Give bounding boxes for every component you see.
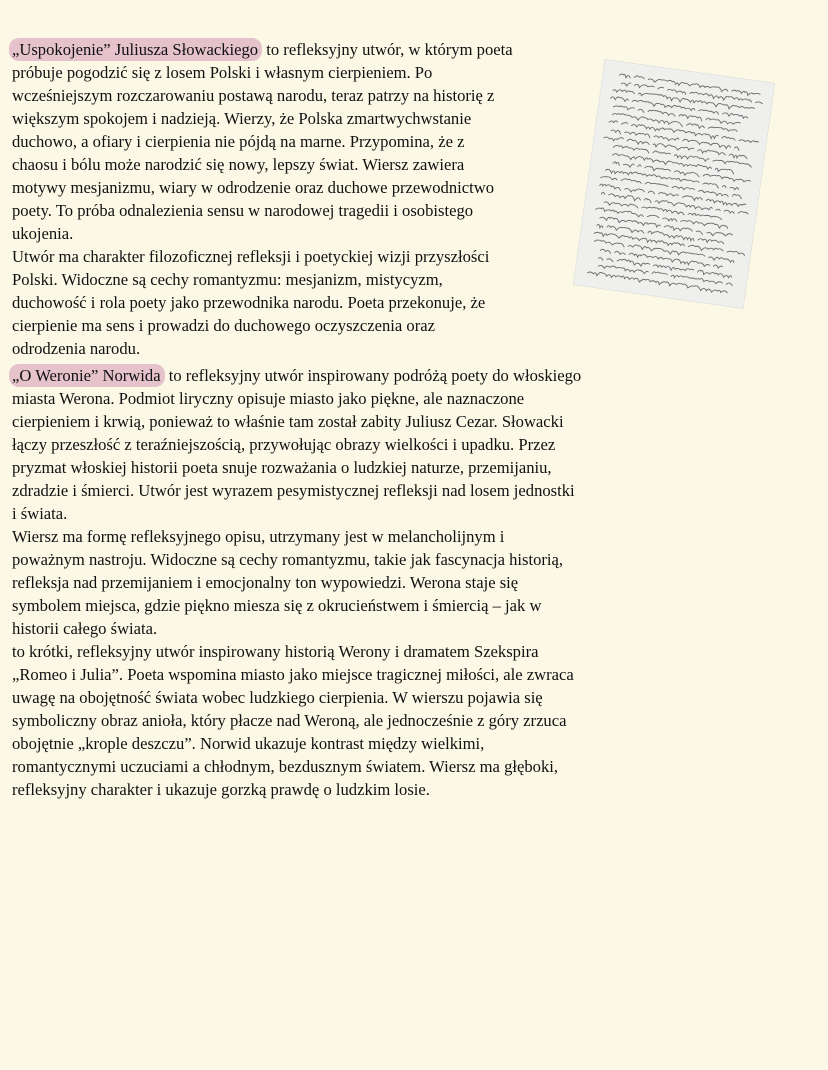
text-line: romantycznymi uczuciami a chłodnym, bezdusznym światem. Wiersz ma głęboki, — [12, 757, 558, 776]
text-line: „Romeo i Julia”. Poeta wspomina miasto jako miejsce tragicznej miłości, ale zwraca — [12, 665, 574, 684]
manuscript-image — [573, 59, 775, 309]
text-line: wcześniejszym rozczarowaniu postawą narodu, teraz patrzy na historię z — [12, 86, 495, 105]
text-line: chaosu i bólu może narodzić się nowy, lepszy świat. Wiersz zawiera — [12, 155, 465, 174]
text-line: Polski. Widoczne są cechy romantyzmu: mesjanizm, mistycyzm, — [12, 270, 443, 289]
text-line: odrodzenia narodu. — [12, 339, 141, 358]
text-line: zdradzie i śmierci. Utwór jest wyrazem pesymistycznej refleksji nad losem jednostki — [12, 481, 575, 500]
text-line: próbuje pogodzić się z losem Polski i własnym cierpieniem. Po — [12, 63, 433, 82]
text-line: cierpienie ma sens i prowadzi do duchowego oczyszczenia oraz — [12, 316, 435, 335]
section1-title-highlight: „Uspokojenie” Juliusza Słowackiego — [9, 38, 262, 61]
text-line: uwagę na obojętność świata wobec ludzkiego cierpienia. W wierszu pojawia się — [12, 688, 543, 707]
section2-title-highlight: „O Weronie” Norwida — [9, 364, 165, 387]
text-line: refleksja nad przemijaniem i emocjonalny ton wypowiedzi. Werona staje się — [12, 573, 519, 592]
text-line: Wiersz ma formę refleksyjnego opisu, utrzymany jest w melancholijnym i — [12, 527, 505, 546]
text-line: symbolem miejsca, gdzie piękno miesza się z okrucieństwem i śmiercią – jak w — [12, 596, 542, 615]
section1-first-line — [12, 38, 662, 61]
text-line: i świata. — [12, 504, 68, 523]
text-line: Utwór ma charakter filozoficznej refleksji i poetyckiej wizji przyszłości — [12, 247, 490, 266]
text-line: to krótki, refleksyjny utwór inspirowany historią Werony i dramatem Szekspira — [12, 642, 539, 661]
text-line: motywy mesjanizmu, wiary w odrodzenie oraz duchowe przewodnictwo — [12, 178, 494, 197]
text-line: historii całego świata. — [12, 619, 158, 638]
text-line: obojętnie „krople deszczu”. Norwid ukazuje kontrast między wielkimi, — [12, 734, 485, 753]
text-line: refleksyjny charakter i ukazuje gorzką prawdę o ludzkim losie. — [12, 780, 430, 799]
section1-first-line-rest: to refleksyjny utwór, w którym poeta — [262, 40, 513, 59]
section2-first-line-rest: to refleksyjny utwór inspirowany podróżą poety do włoskiego — [164, 366, 582, 385]
section2-first-line — [12, 364, 662, 387]
text-line: pryzmat włoskiej historii poeta snuje rozważania o ludzkiej naturze, przemijaniu, — [12, 458, 552, 477]
text-line: poważnym nastroju. Widoczne są cechy romantyzmu, takie jak fascynacja historią, — [12, 550, 564, 569]
document-body — [12, 38, 662, 801]
text-line: poety. To próba odnalezienia sensu w narodowej tragedii i osobistego — [12, 201, 474, 220]
text-line: ukojenia. — [12, 224, 74, 243]
text-line: duchowo, a ofiary i cierpienia nie pójdą na marne. Przypomina, że z — [12, 132, 465, 151]
text-line: większym spokojem i nadzieją. Wierzy, że Polska zmartwychwstanie — [12, 109, 472, 128]
text-line: cierpieniem i krwią, ponieważ to właśnie tam został zabity Juliusz Cezar. Słowacki — [12, 412, 564, 431]
text-line: miasta Werona. Podmiot liryczny opisuje miasto jako piękne, ale naznaczone — [12, 389, 525, 408]
text-line: łączy przeszłość z teraźniejszością, przywołując obrazy wielkości i upadku. Przez — [12, 435, 556, 454]
text-line: symboliczny obraz anioła, który płacze nad Weroną, ale jednocześnie z góry zrzuca — [12, 711, 567, 730]
text-line: duchowość i rola poety jako przewodnika narodu. Poeta przekonuje, że — [12, 293, 486, 312]
